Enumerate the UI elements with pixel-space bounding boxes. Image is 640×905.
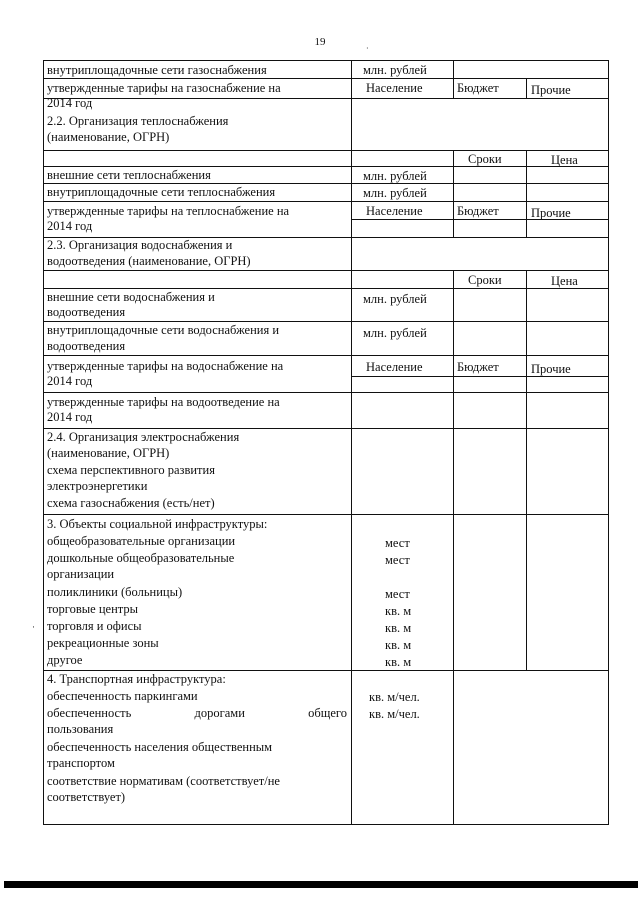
row-heat-tariffs-label-1: утвержденные тарифы на теплоснабжение на [47,204,290,218]
row-gas-tariffs-label-1: утвержденные тарифы на газоснабжение на [47,81,281,95]
row-elec-label-3: схема перспективного развития [47,463,215,477]
row-social-label-8: рекреационные зоны [47,636,159,650]
unit-kv-m-chel-1: кв. м/чел. [369,690,420,704]
row-heat-tariffs-label-2: 2014 год [47,219,93,233]
row-social-label-7: торговля и офисы [47,619,142,633]
row-elec-label-4: электроэнергетики [47,479,148,493]
scan-bottom-bar [4,881,638,888]
unit-mln-rub-heat-inner: млн. рублей [363,186,427,200]
side-mark: · [32,622,35,632]
header-byudzhet-heat: Бюджет [457,204,499,218]
row-heat-org-label-1: 2.2. Организация теплоснабжения [47,114,229,128]
row-water-org-label-1: 2.3. Организация водоснабжения и [47,238,233,252]
unit-mest-1: мест [385,536,410,550]
header-sroki-water: Сроки [468,273,502,287]
unit-mest-2: мест [385,553,410,567]
row-social-label-9: другое [47,653,83,667]
unit-kv-m-3: кв. м [385,638,412,652]
header-naselenie-water: Население [366,360,423,374]
row-elec-label-2: (наименование, ОГРН) [47,446,170,460]
row-gas-tariffs-label-2: 2014 год [47,96,93,110]
unit-kv-m-chel-2: кв. м/чел. [369,707,420,721]
page-number: 19 [314,36,326,48]
header-naselenie-heat: Население [366,204,423,218]
row-water-org-label-2: водоотведения (наименование, ОГРН) [47,254,251,268]
unit-kv-m-2: кв. м [385,621,412,635]
row-transport-label-2: обеспеченность паркингами [47,689,198,703]
row-social-label-2: общеобразовательные организации [47,534,236,548]
unit-mln-rub-heat-outer: млн. рублей [363,169,427,183]
unit-mln-rub-water-outer: млн. рублей [363,292,427,306]
row-elec-label-5: схема газоснабжения (есть/нет) [47,496,215,510]
row-transport-label-8: соответствует) [47,790,126,804]
header-prochie-gas: Прочие [531,83,571,97]
row-water-outer-label-1: внешние сети водоснабжения и [47,290,215,304]
header-prochie-heat: Прочие [531,206,571,220]
row-gas-inner-label: внутриплощадочные сети газоснабжения [47,63,267,77]
header-tsena-heat: Цена [551,153,578,167]
row-social-label-5: поликлиники (больницы) [47,585,183,599]
row-drain-tariffs-label-1: утвержденные тарифы на водоотведение на [47,395,280,409]
header-sroki-heat: Сроки [468,152,502,166]
header-naselenie-gas: Население [366,81,423,95]
row-heat-org-label-2: (наименование, ОГРН) [47,130,170,144]
row-social-label-3: дошкольные общеобразовательные [47,551,235,565]
row-drain-tariffs-label-2: 2014 год [47,410,93,424]
row-transport-label-7: соответствие нормативам (соответствует/не [47,774,280,788]
row-transport-label-1: 4. Транспортная инфраструктура: [47,672,226,686]
row-social-label-4: организации [47,567,115,581]
header-prochie-water: Прочие [531,362,571,376]
row-water-outer-label-2: водоотведения [47,305,126,319]
row-social-label-1: 3. Объекты социальной инфраструктуры: [47,517,268,531]
row-heat-inner-label: внутриплощадочные сети теплоснабжения [47,185,276,199]
header-tsena-water: Цена [551,274,578,288]
unit-kv-m-1: кв. м [385,604,412,618]
row-heat-outer-label: внешние сети теплоснабжения [47,168,211,182]
unit-mest-3: мест [385,587,410,601]
row-transport-label-3: обеспеченность дорогами общего [47,706,347,720]
row-water-tariffs-label-2: 2014 год [47,374,93,388]
row-water-tariffs-label-1: утвержденные тарифы на водоснабжение на [47,359,284,373]
header-byudzhet-gas: Бюджет [457,81,499,95]
row-transport-label-6: транспортом [47,756,115,770]
row-water-inner-label-2: водоотведения [47,339,126,353]
unit-mln-rub-water-inner: млн. рублей [363,326,427,340]
row-transport-label-5: обеспеченность населения общественным [47,740,273,754]
row-elec-label-1: 2.4. Организация электроснабжения [47,430,240,444]
row-water-inner-label-1: внутриплощадочные сети водоснабжения и [47,323,280,337]
unit-kv-m-4: кв. м [385,655,412,669]
header-byudzhet-water: Бюджет [457,360,499,374]
unit-mln-rub-gas: млн. рублей [363,63,427,77]
dot-mark: · [366,44,369,53]
row-transport-label-4: пользования [47,722,114,736]
row-social-label-6: торговые центры [47,602,139,616]
